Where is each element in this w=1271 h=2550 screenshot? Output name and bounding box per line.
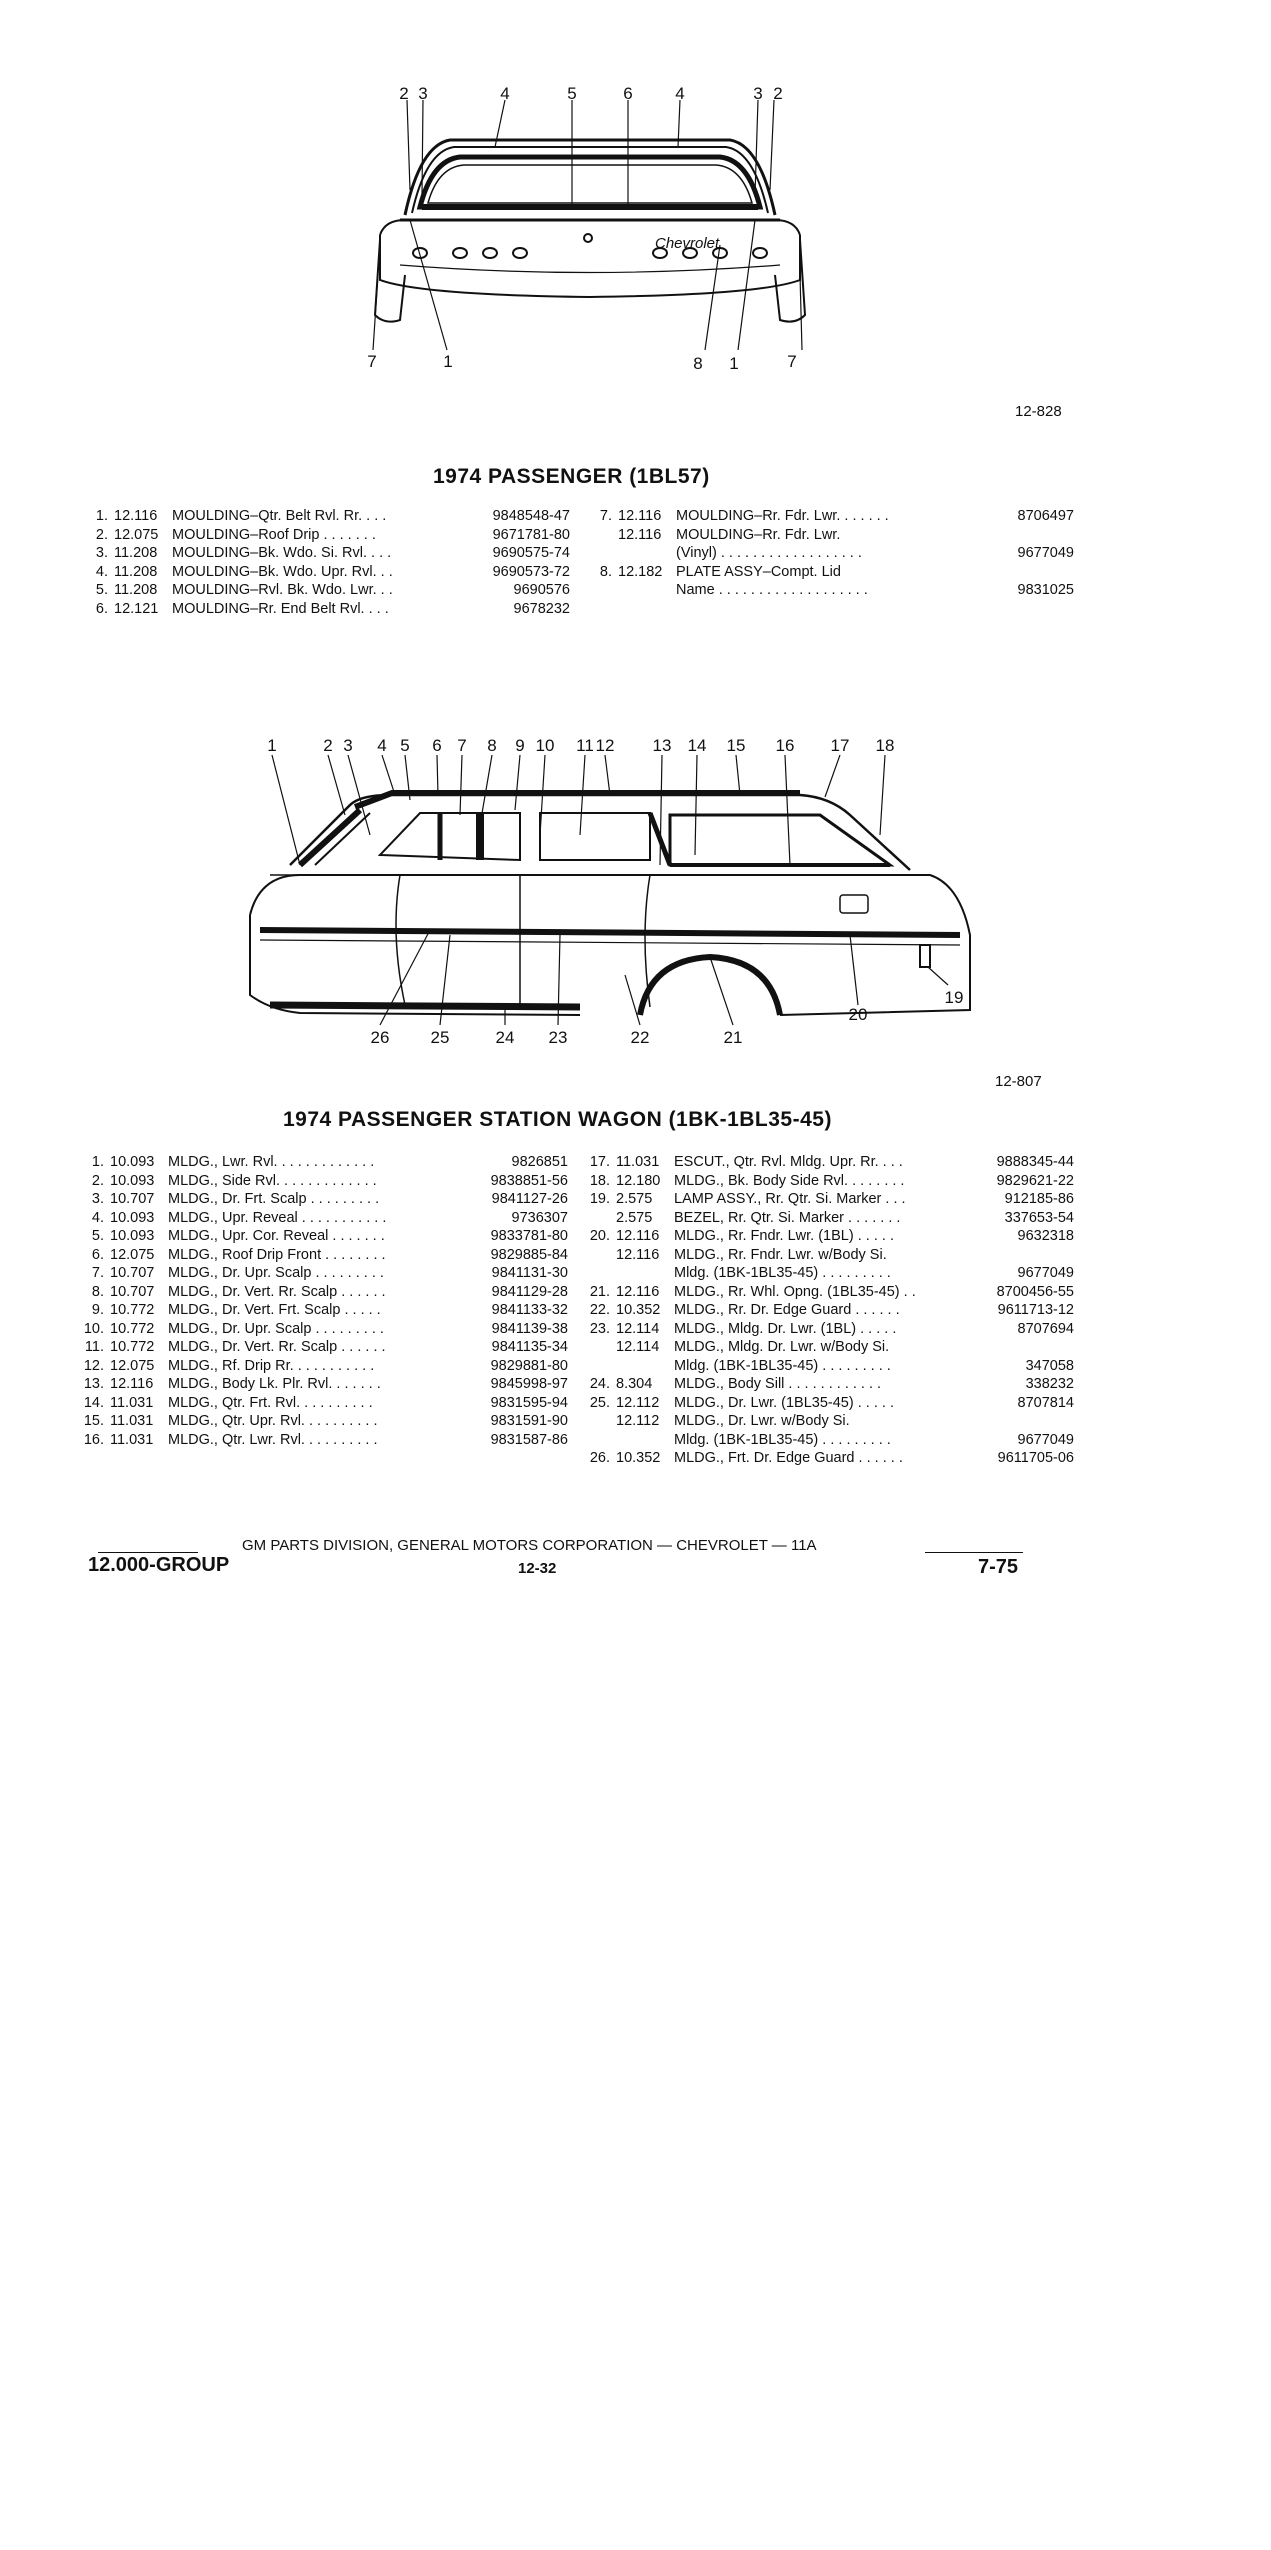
parts-row: 5. 10.093 MLDG., Upr. Cor. Reveal . . . . . . . 9833781-80	[91, 1228, 568, 1244]
parts-row: 12.112 MLDG., Dr. Lwr. w/Body Si.	[616, 1413, 850, 1429]
parts-row: Mldg. (1BK-1BL35-45) . . . . . . . . . 347058	[674, 1357, 1074, 1374]
parts-row: 6. 12.075 MLDG., Roof Drip Front . . . . . . . . 9829885-84	[91, 1246, 568, 1263]
footer-corporation: GM PARTS DIVISION, GENERAL MOTORS CORPORATION — CHEVROLET — 11A	[242, 1537, 817, 1554]
parts-row: 7. 12.116 MOULDING–Rr. Fdr. Lwr. . . . . . . 8706497	[599, 508, 1074, 524]
parts-row: 7. 10.707 MLDG., Dr. Upr. Scalp . . . . . . . . . 9841131-30	[91, 1265, 568, 1281]
callout-label: 4	[500, 85, 510, 103]
figure-1-parts-list-right	[584, 507, 1074, 600]
parts-row: 12.116 MOULDING–Rr. Fdr. Lwr.	[618, 526, 841, 543]
callout-label: 5	[567, 85, 577, 103]
callout-label: 7	[367, 352, 377, 371]
parts-row: 4. 10.093 MLDG., Upr. Reveal . . . . . . . . . . . 9736307	[91, 1209, 568, 1226]
parts-row: 12.114 MLDG., Mldg. Dr. Lwr. w/Body Si.	[616, 1339, 890, 1355]
callout-label: 2	[323, 736, 333, 755]
callout-label: 9	[515, 736, 525, 755]
callout-label: 21	[723, 1028, 743, 1047]
callout-label: 8	[693, 354, 703, 373]
callout-label: 23	[548, 1028, 568, 1047]
callout-label: 4	[377, 736, 387, 755]
parts-row: 15. 11.031 MLDG., Qtr. Upr. Rvl. . . . . . . . . . 9831591-90	[83, 1413, 568, 1429]
callout-label: 1	[267, 736, 277, 755]
figure-2-title: 1974 PASSENGER STATION WAGON (1BK-1BL35-45)	[283, 1108, 832, 1131]
parts-row: Mldg. (1BK-1BL35-45) . . . . . . . . . 9677049	[674, 1265, 1074, 1281]
callout-label: 6	[432, 736, 442, 755]
parts-row: 2.575 BEZEL, Rr. Qtr. Si. Marker . . . . . . . 337653-54	[616, 1209, 1074, 1226]
figure-2-parts-list-right	[582, 1153, 1074, 1468]
callout-label: 25	[430, 1028, 450, 1047]
parts-row: 1. 10.093 MLDG., Lwr. Rvl. . . . . . . . . . . . . 9826851	[91, 1154, 568, 1170]
parts-row: 24. 8.304 MLDG., Body Sill . . . . . . . . . . . . 338232	[589, 1376, 1074, 1392]
figure-1-rear-view-illustration	[360, 85, 820, 375]
callout-label: 26	[370, 1028, 390, 1047]
callout-label: 12	[595, 736, 615, 755]
figure-1-id: 12-828	[1015, 403, 1062, 420]
parts-row: 12. 12.075 MLDG., Rf. Drip Rr. . . . . . . . . . . 9829881-80	[83, 1357, 568, 1374]
parts-row: 22. 10.352 MLDG., Rr. Dr. Edge Guard . . . . . . 9611713-12	[589, 1302, 1074, 1318]
callout-label: 19	[944, 988, 964, 1007]
callout-label: 22	[630, 1028, 650, 1047]
parts-row: 20. 12.116 MLDG., Rr. Fndr. Lwr. (1BL) . . . . . 9632318	[589, 1228, 1074, 1244]
callout-label: 1	[443, 352, 453, 371]
parts-row: 14. 11.031 MLDG., Qtr. Frt. Rvl. . . . . . . . . . 9831595-94	[83, 1394, 568, 1411]
parts-row: 10. 10.772 MLDG., Dr. Upr. Scalp . . . . . . . . . 9841139-38	[83, 1320, 568, 1337]
footer-rule-left	[98, 1552, 198, 1553]
chevrolet-script: Chevrolet	[655, 235, 720, 252]
figure-2-side-view-illustration	[230, 735, 990, 1055]
callout-label: 2	[773, 85, 783, 103]
callout-label: 3	[418, 85, 428, 103]
callout-label: 11	[576, 736, 594, 755]
parts-row: 2. 10.093 MLDG., Side Rvl. . . . . . . . . . . . . 9838851-56	[91, 1172, 568, 1189]
footer-rule-right	[925, 1552, 1023, 1553]
parts-row: 8. 12.182 PLATE ASSY–Compt. Lid	[599, 563, 841, 580]
callout-label: 14	[687, 736, 707, 755]
parts-row: 6. 12.121 MOULDING–Rr. End Belt Rvl. . . . 9678232	[95, 600, 570, 617]
parts-row: 19. 2.575 LAMP ASSY., Rr. Qtr. Si. Marker . . . 912185-86	[589, 1191, 1074, 1207]
parts-row: 21. 12.116 MLDG., Rr. Whl. Opng. (1BL35-45) . . 8700456-55	[589, 1283, 1074, 1300]
parts-row: 9. 10.772 MLDG., Dr. Vert. Frt. Scalp . . . . . 9841133-32	[91, 1302, 568, 1318]
callout-label: 18	[875, 736, 895, 755]
callout-label: 13	[652, 736, 672, 755]
parts-row: 25. 12.112 MLDG., Dr. Lwr. (1BL35-45) . . . . . 8707814	[589, 1394, 1074, 1411]
parts-row: 1. 12.116 MOULDING–Qtr. Belt Rvl. Rr. . . . 9848548-47	[95, 508, 570, 524]
callout-label: 2	[399, 85, 409, 103]
parts-row: Name . . . . . . . . . . . . . . . . . . . 9831025	[676, 582, 1074, 598]
callout-label: 10	[535, 736, 555, 755]
callout-label: 24	[495, 1028, 515, 1047]
figure-2-parts-list-left	[76, 1153, 568, 1449]
figure-1-parts-list-left	[80, 507, 570, 618]
callout-label: 3	[753, 85, 763, 103]
callout-label: 17	[830, 736, 850, 755]
parts-row: (Vinyl) . . . . . . . . . . . . . . . . . . 9677049	[676, 545, 1074, 561]
parts-row: 4. 11.208 MOULDING–Bk. Wdo. Upr. Rvl. . . 9690573-72	[95, 563, 570, 580]
parts-row: 12.116 MLDG., Rr. Fndr. Lwr. w/Body Si.	[616, 1246, 887, 1263]
parts-row: 23. 12.114 MLDG., Mldg. Dr. Lwr. (1BL) . . . . . 8707694	[589, 1320, 1074, 1337]
figure-2-id: 12-807	[995, 1073, 1042, 1090]
callout-label: 7	[457, 736, 467, 755]
callout-label: 7	[787, 352, 797, 371]
parts-row: Mldg. (1BK-1BL35-45) . . . . . . . . . 9677049	[674, 1431, 1074, 1448]
parts-row: 16. 11.031 MLDG., Qtr. Lwr. Rvl. . . . . . . . . . 9831587-86	[83, 1431, 568, 1448]
callout-label: 3	[343, 736, 353, 755]
footer-page-number: 12-32	[518, 1560, 557, 1577]
parts-row: 8. 10.707 MLDG., Dr. Vert. Rr. Scalp . . . . . . 9841129-28	[91, 1283, 568, 1300]
parts-row: 26. 10.352 MLDG., Frt. Dr. Edge Guard . . . . . . 9611705-06	[589, 1450, 1074, 1466]
parts-row: 3. 11.208 MOULDING–Bk. Wdo. Si. Rvl. . . . 9690575-74	[95, 545, 570, 561]
footer-date: 7-75	[978, 1556, 1019, 1578]
parts-row: 13. 12.116 MLDG., Body Lk. Plr. Rvl. . . . . . . 9845998-97	[83, 1376, 568, 1392]
parts-row: 5. 11.208 MOULDING–Rvl. Bk. Wdo. Lwr. . . 9690576	[95, 582, 570, 598]
parts-row: 2. 12.075 MOULDING–Roof Drip . . . . . . . 9671781-80	[95, 526, 570, 543]
callout-label: 6	[623, 85, 633, 103]
parts-row: 3. 10.707 MLDG., Dr. Frt. Scalp . . . . . . . . . 9841127-26	[91, 1191, 568, 1207]
callout-label: 16	[775, 736, 795, 755]
callout-label: 8	[487, 736, 497, 755]
callout-label: 1	[729, 354, 739, 373]
callout-label: 20	[848, 1005, 868, 1024]
callout-label: 15	[726, 736, 746, 755]
callout-label: 4	[675, 85, 685, 103]
footer-group: 12.000-GROUP	[88, 1554, 230, 1576]
parts-row: 11. 10.772 MLDG., Dr. Vert. Rr. Scalp . . . . . . 9841135-34	[84, 1339, 568, 1355]
parts-row: 18. 12.180 MLDG., Bk. Body Side Rvl. . . . . . . . 9829621-22	[589, 1172, 1074, 1189]
figure-1-title: 1974 PASSENGER (1BL57)	[433, 465, 710, 488]
parts-row: 17. 11.031 ESCUT., Qtr. Rvl. Mldg. Upr. Rr. . . . 9888345-44	[589, 1154, 1074, 1170]
callout-label: 5	[400, 736, 410, 755]
